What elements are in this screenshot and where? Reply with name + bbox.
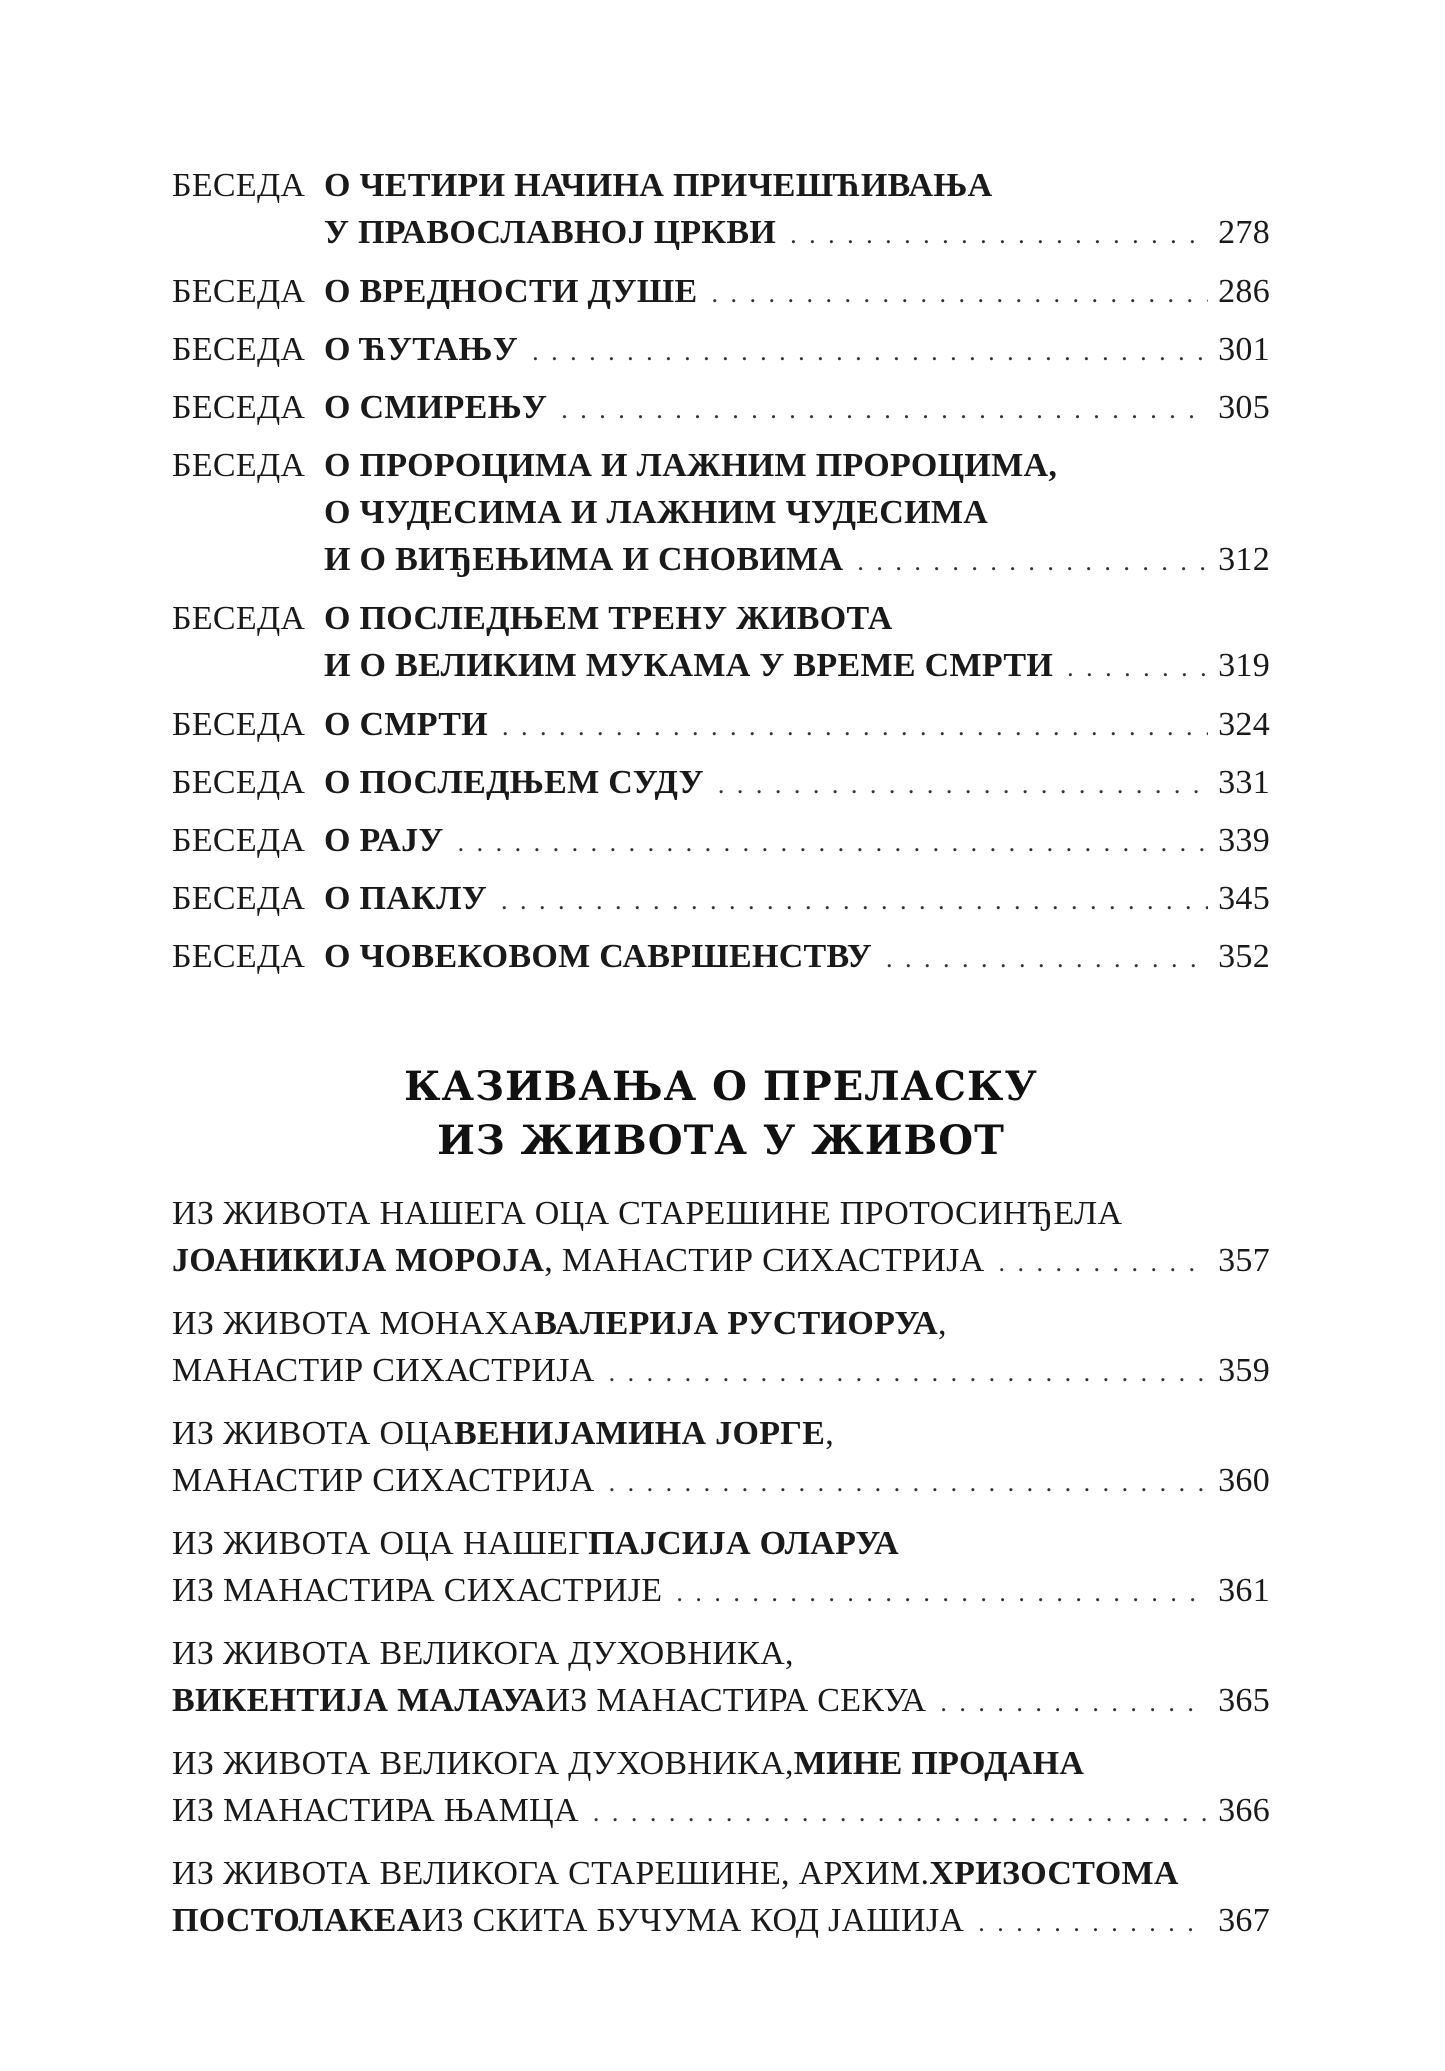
entry-title: О ВРЕДНОСТИ ДУШЕ [324, 273, 698, 310]
section-heading [172, 1060, 1270, 1168]
page-number: 366 [1218, 1792, 1270, 1829]
entry-text: ИЗ ЖИВОТА ВЕЛИКОГА ДУХОВНИКА, [172, 1635, 794, 1672]
entry-prefix: БЕСЕДА [172, 389, 306, 426]
entry-title: О ЧЕТИРИ НАЧИНА ПРИЧЕШЋИВАЊА [324, 167, 993, 204]
entry-title: И О ВЕЛИКИМ МУКАМА У ВРЕМЕ СМРТИ [324, 647, 1054, 684]
toc-entry-sermon[interactable] [172, 701, 1270, 750]
page-number: 359 [1218, 1352, 1270, 1389]
entry-text: ИЗ МАНАСТИРА СЕКУА [545, 1682, 927, 1719]
page-number: 352 [1218, 938, 1270, 975]
toc-entry-story[interactable] [172, 1410, 1270, 1506]
page-number: 286 [1218, 273, 1270, 310]
entry-title: О ПАКЛУ [324, 880, 487, 917]
toc-entry-sermon[interactable] [172, 326, 1270, 375]
toc-entry-story[interactable] [172, 1300, 1270, 1396]
page-number: 324 [1218, 706, 1270, 743]
entry-text: ИЗ СКИТА БУЧУМА КОД ЈАШИЈА [421, 1902, 965, 1939]
page-number: 367 [1218, 1902, 1270, 1939]
page-number: 360 [1218, 1462, 1270, 1499]
leader-dots [940, 1679, 1208, 1726]
toc-entry-sermon[interactable] [172, 875, 1270, 924]
entry-name: ПОСТОЛАКЕА [172, 1902, 422, 1939]
entry-prefix: БЕСЕДА [172, 706, 306, 743]
leader-dots [978, 1899, 1208, 1946]
page-number: 345 [1218, 880, 1270, 917]
leader-dots [790, 211, 1208, 258]
entry-text: ИЗ ЖИВОТА ОЦА [172, 1415, 455, 1452]
entry-text: ИЗ ЖИВОТА МОНАХА [172, 1305, 535, 1342]
entry-title: О ЧУДЕСИМА И ЛАЖНИМ ЧУДЕСИМА [324, 494, 989, 531]
page-number: 301 [1218, 331, 1270, 368]
leader-dots [458, 819, 1208, 866]
entry-title: О ЋУТАЊУ [324, 331, 519, 368]
entry-prefix: БЕСЕДА [172, 880, 306, 917]
entry-name: ВИКЕНТИЈА МАЛАУА [172, 1682, 546, 1719]
toc-page [172, 162, 1270, 1960]
entry-title: О ПОСЛЕДЊЕМ ТРЕНУ ЖИВОТА [324, 600, 893, 637]
leader-dots [502, 703, 1208, 750]
entry-text: , МАНАСТИР СИХАСТРИЈА [544, 1242, 985, 1279]
entry-text: ИЗ ЖИВОТА ОЦА НАШЕГ [172, 1525, 589, 1562]
entry-text: ИЗ ЖИВОТА НАШЕГА ОЦА СТАРЕШИНЕ ПРОТОСИНЂЕЛА [172, 1195, 1123, 1232]
entry-name: ВЕНИЈАМИНА ЈОРГЕ [454, 1415, 826, 1452]
page-number: 278 [1218, 214, 1270, 251]
toc-entry-sermon[interactable] [172, 442, 1270, 585]
entry-title: О ПОСЛЕДЊЕМ СУДУ [324, 764, 704, 801]
leader-dots [561, 386, 1208, 433]
entry-name: МИНЕ ПРОДАНА [793, 1745, 1085, 1782]
entry-title: О СМРТИ [324, 706, 488, 743]
entry-prefix: БЕСЕДА [172, 822, 306, 859]
toc-entry-story[interactable] [172, 1740, 1270, 1836]
entry-prefix: БЕСЕДА [172, 447, 306, 484]
entry-prefix: БЕСЕДА [172, 938, 306, 975]
leader-dots [532, 328, 1208, 375]
entry-text: ИЗ ЖИВОТА ВЕЛИКОГА СТАРЕШИНЕ, АРХИМ. [172, 1855, 930, 1892]
entry-text: МАНАСТИР СИХАСТРИЈА [172, 1462, 595, 1499]
toc-entry-story[interactable] [172, 1630, 1270, 1726]
entry-title: У ПРАВОСЛАВНОЈ ЦРКВИ [324, 214, 777, 251]
toc-entry-sermon[interactable] [172, 268, 1270, 317]
page-number: 357 [1218, 1242, 1270, 1279]
entry-prefix: БЕСЕДА [172, 764, 306, 801]
leader-dots [886, 935, 1208, 982]
entry-title: И О ВИЂЕЊИМА И СНОВИМА [324, 541, 844, 578]
toc-entry-sermon[interactable] [172, 933, 1270, 982]
leader-dots [609, 1349, 1208, 1396]
toc-entry-sermon[interactable] [172, 759, 1270, 808]
entry-text: МАНАСТИР СИХАСТРИЈА [172, 1352, 595, 1389]
leader-dots [857, 538, 1208, 585]
toc-entry-sermon[interactable] [172, 162, 1270, 258]
leader-dots [999, 1239, 1209, 1286]
entry-title: О РАЈУ [324, 822, 444, 859]
entry-title: О ЧОВЕКОВОМ САВРШЕНСТВУ [324, 938, 872, 975]
entry-text: ИЗ МАНАСТИРА СИХАСТРИЈЕ [172, 1572, 663, 1609]
entry-title: О ПРОРОЦИМА И ЛАЖНИМ ПРОРОЦИМА, [324, 447, 1058, 484]
toc-entry-sermon[interactable] [172, 384, 1270, 433]
entry-prefix: БЕСЕДА [172, 273, 306, 310]
section-heading-line: КАЗИВАЊА О ПРЕЛАСКУ [404, 1063, 1038, 1110]
leader-dots [676, 1569, 1208, 1616]
entry-text: , [825, 1415, 835, 1452]
page-number: 365 [1218, 1682, 1270, 1719]
leader-dots [1067, 644, 1208, 691]
entry-name: ХРИЗОСТОМА [929, 1855, 1179, 1892]
page-number: 319 [1218, 647, 1270, 684]
entry-prefix: БЕСЕДА [172, 167, 306, 204]
entry-name: ЈОАНИКИЈА МОРОЈА [172, 1242, 545, 1279]
toc-entry-sermon[interactable] [172, 595, 1270, 691]
page-number: 305 [1218, 389, 1270, 426]
entry-title: О СМИРЕЊУ [324, 389, 548, 426]
entry-text: , [937, 1305, 947, 1342]
leader-dots [501, 877, 1208, 924]
toc-entry-story[interactable] [172, 1190, 1270, 1286]
section-heading-line: ИЗ ЖИВОТА У ЖИВОТ [437, 1117, 1005, 1164]
leader-dots [609, 1459, 1208, 1506]
entry-name: ВАЛЕРИЈА РУСТИОРУА [534, 1305, 938, 1342]
entry-prefix: БЕСЕДА [172, 331, 306, 368]
entry-name: ПАЈСИЈА ОЛАРУА [588, 1525, 900, 1562]
page-number: 339 [1218, 822, 1270, 859]
page-number: 312 [1218, 541, 1270, 578]
entry-text: ИЗ МАНАСТИРА ЊАМЦА [172, 1792, 579, 1829]
entry-text: ИЗ ЖИВОТА ВЕЛИКОГА ДУХОВНИКА, [172, 1745, 794, 1782]
page-number: 331 [1218, 764, 1270, 801]
toc-entry-story[interactable] [172, 1850, 1270, 1946]
page-number: 361 [1218, 1572, 1270, 1609]
stories-list [172, 1190, 1270, 1946]
leader-dots [712, 270, 1209, 317]
leader-dots [593, 1789, 1208, 1836]
toc-entry-sermon[interactable] [172, 817, 1270, 866]
entry-prefix: БЕСЕДА [172, 600, 306, 637]
leader-dots [718, 761, 1208, 808]
toc-entry-story[interactable] [172, 1520, 1270, 1616]
sermons-list [172, 162, 1270, 982]
